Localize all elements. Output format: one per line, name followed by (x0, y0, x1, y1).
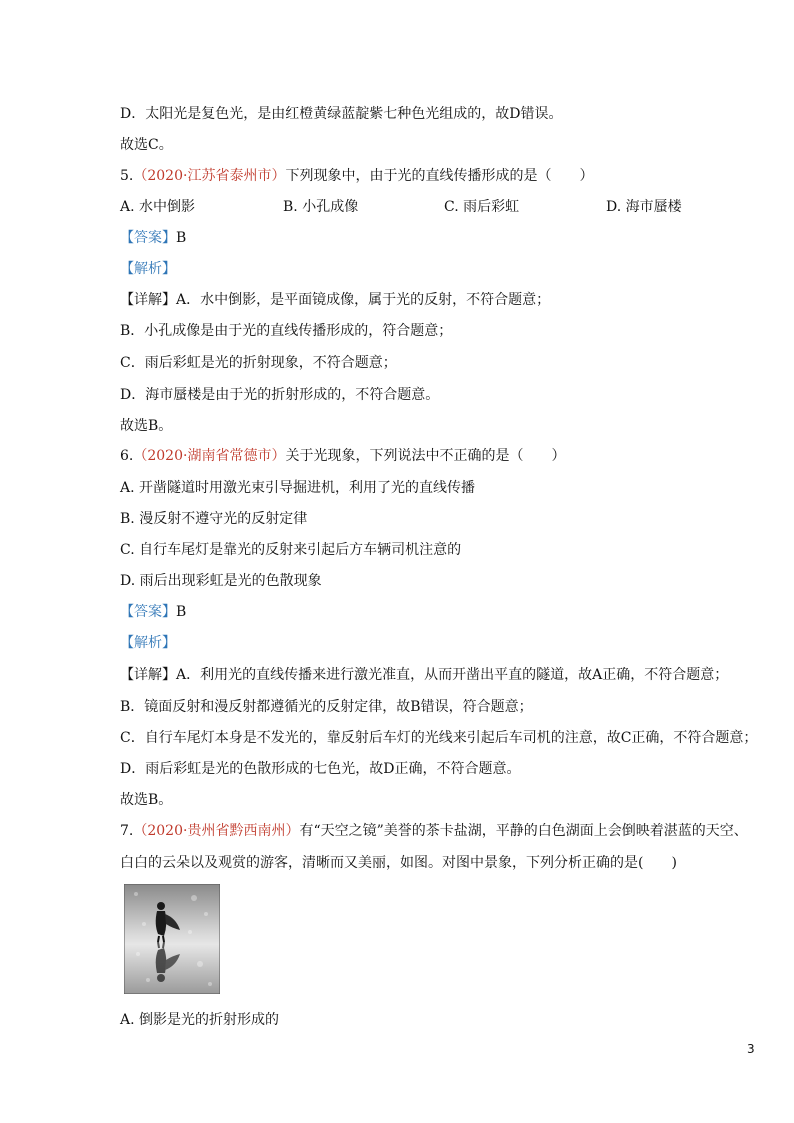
option-a: A. 倒影是光的折射形成的 (120, 1012, 280, 1028)
question-text: 有“天空之镜”美誉的茶卡盐湖，平静的白色湖面上会倒映着湛蓝的天空、 (299, 823, 748, 839)
question-source: （2020·江苏省泰州市） (133, 168, 286, 184)
choose-line: 故选B。 (120, 418, 173, 434)
prev-analysis-line: D．太阳光是复色光，是由红橙黄绿蓝靛紫七种色光组成的，故D错误。 (120, 106, 563, 122)
detail-tag: 【详解】 (120, 292, 176, 308)
answer-line (120, 602, 186, 622)
question-source: （2020·湖南省常德市） (133, 448, 286, 464)
question-5-stem (120, 166, 593, 186)
detail-line: C．雨后彩虹是光的折射现象，不符合题意； (120, 355, 397, 371)
analysis-tag: 【解析】 (120, 261, 176, 277)
answer-tag: 【答案】 (120, 604, 176, 620)
option-a: A. 开凿隧道时用激光束引导掘进机，利用了光的直线传播 (120, 480, 476, 496)
photo-illustration (124, 884, 220, 994)
analysis-tag: 【解析】 (120, 635, 176, 651)
prev-choose-line: 故选C。 (120, 137, 173, 153)
answer-value: B (176, 230, 187, 246)
detail-line: D．雨后彩虹是光的色散形成的七色光，故D正确，不符合题意。 (120, 761, 521, 777)
option-c: C. 自行车尾灯是靠光的反射来引起后方车辆司机注意的 (120, 542, 462, 558)
detail-line: D．海市蜃楼是由于光的折射形成的，不符合题意。 (120, 387, 440, 403)
option-b: B. 小孔成像 (283, 199, 359, 215)
answer-tag: 【答案】 (120, 230, 176, 246)
detail-text: A．利用光的直线传播来进行激光准直，从而开凿出平直的隧道，故A正确，不符合题意； (176, 667, 729, 683)
detail-tag: 【详解】 (120, 667, 176, 683)
question-number: 7. (120, 823, 134, 839)
answer-line (120, 228, 186, 248)
question-7-stem-continued: 白白的云朵以及观赏的游客，清晰而又美丽，如图。对图中景象，下列分析正确的是( ) (120, 855, 677, 871)
salt-lake-reflection-photo (124, 884, 220, 994)
detail-line (120, 665, 728, 685)
detail-line: B．小孔成像是由于光的直线传播形成的，符合题意； (120, 323, 453, 339)
detail-line (120, 290, 550, 310)
option-b: B. 漫反射不遵守光的反射定律 (120, 511, 308, 527)
question-number: 6. (120, 448, 134, 464)
option-a: A. 水中倒影 (120, 199, 196, 215)
question-7-stem (120, 821, 748, 841)
question-text: 下列现象中，由于光的直线传播形成的是（ ） (285, 168, 594, 184)
detail-line: C．自行车尾灯本身是不发光的，靠反射后车灯的光线来引起后车司机的注意，故C正确，不符合题意； (120, 730, 758, 746)
question-number: 5. (120, 168, 134, 184)
answer-value: B (176, 604, 187, 620)
detail-text: A．水中倒影，是平面镜成像，属于光的反射，不符合题意； (176, 292, 551, 308)
option-d: D. 海市蜃楼 (606, 199, 682, 215)
detail-line: B．镜面反射和漫反射都遵循光的反射定律，故B错误，符合题意； (120, 699, 533, 715)
choose-line: 故选B。 (120, 792, 173, 808)
page-number: 3 (747, 1042, 755, 1056)
question-6-stem (120, 446, 565, 466)
option-c: C. 雨后彩虹 (444, 199, 520, 215)
option-d: D. 雨后出现彩虹是光的色散现象 (120, 573, 322, 589)
question-source: （2020·贵州省黔西南州） (133, 823, 300, 839)
question-text: 关于光现象，下列说法中不正确的是（ ） (285, 448, 566, 464)
